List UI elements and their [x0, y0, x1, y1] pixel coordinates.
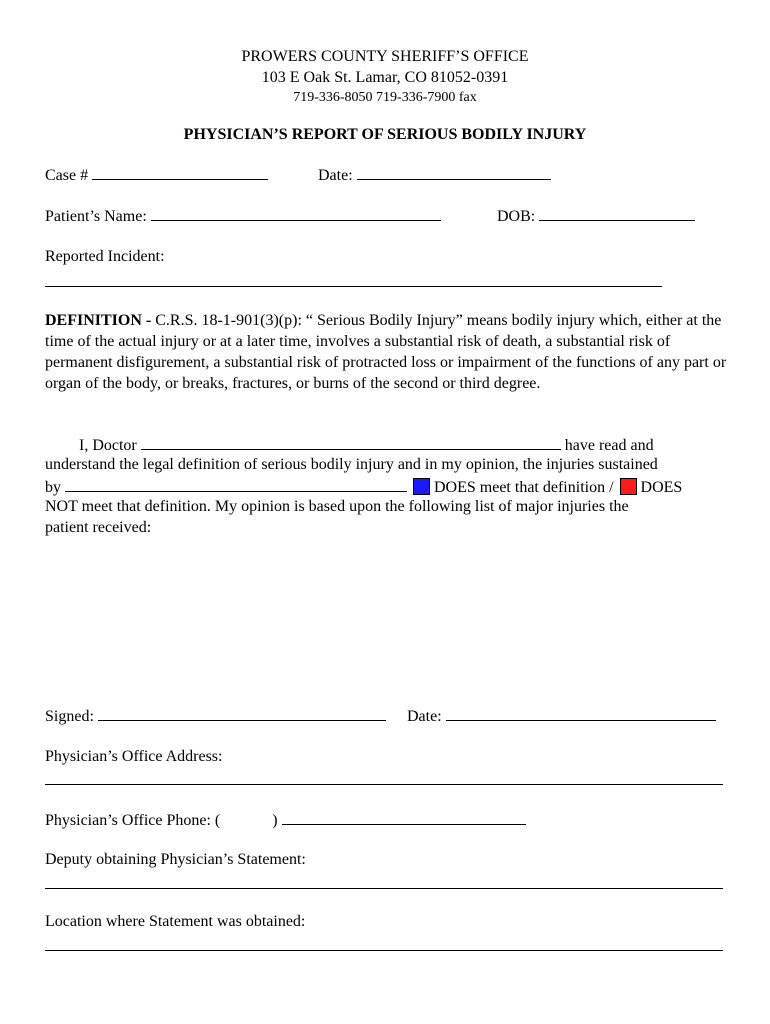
reported-incident-label: Reported Incident:	[45, 248, 165, 265]
signed-field	[45, 706, 386, 726]
patient-name-field	[45, 206, 441, 226]
reported-incident-input-line[interactable]	[45, 286, 662, 287]
office-address-label: Physician’s Office Address:	[45, 748, 223, 765]
location-label: Location where Statement was obtained:	[45, 913, 306, 930]
definition-paragraph	[45, 310, 735, 394]
deputy-label: Deputy obtaining Physician’s Statement:	[45, 851, 306, 868]
patient-name-input-line[interactable]	[151, 206, 441, 221]
does-meet-label: DOES meet that definition /	[434, 479, 614, 496]
statement-line-4: NOT meet that definition. My opinion is based upon the following list of major injuries the	[45, 498, 629, 515]
statement-line-5: patient received:	[45, 519, 152, 536]
case-input-line[interactable]	[92, 165, 268, 180]
injuries-list-area[interactable]	[45, 545, 725, 695]
meets-definition-checkbox[interactable]	[413, 478, 430, 495]
doctor-line	[79, 435, 654, 455]
definition-heading: DEFINITION -	[45, 312, 152, 329]
date-field	[318, 165, 551, 185]
date-label: Date:	[318, 167, 353, 184]
doctor-suffix: have read and	[564, 437, 654, 454]
form-title: PHYSICIAN’S REPORT OF SERIOUS BODILY INJURY	[183, 126, 587, 143]
statement-line-2: understand the legal definition of serious bodily injury and in my opinion, the injuries sustained	[45, 456, 658, 473]
doctor-prefix: I, Doctor	[79, 437, 137, 454]
office-name: PROWERS COUNTY SHERIFF’S OFFICE	[241, 48, 529, 65]
location-input-line[interactable]	[45, 950, 723, 951]
office-phone-close: )	[272, 812, 278, 829]
office-phones: 719-336-8050 719-336-7900 fax	[293, 90, 477, 105]
dob-label: DOB:	[497, 208, 536, 225]
office-address-input-line[interactable]	[45, 784, 723, 785]
signed-date-field	[407, 706, 716, 726]
date-input-line[interactable]	[357, 165, 551, 180]
signed-date-label: Date:	[407, 708, 442, 725]
office-phone-input-line[interactable]	[282, 810, 526, 825]
does-label: DOES	[640, 479, 683, 496]
case-label: Case #	[45, 167, 89, 184]
statement-line-3	[45, 477, 682, 497]
deputy-input-line[interactable]	[45, 888, 723, 889]
injured-party-input-line[interactable]	[65, 477, 407, 492]
patient-name-label: Patient’s Name:	[45, 208, 147, 225]
dob-input-line[interactable]	[539, 206, 695, 221]
not-meets-definition-checkbox[interactable]	[620, 478, 637, 495]
signed-label: Signed:	[45, 708, 94, 725]
by-label: by	[45, 479, 61, 496]
signed-date-input-line[interactable]	[446, 706, 716, 721]
office-phone-field	[45, 810, 526, 830]
signature-input-line[interactable]	[98, 706, 386, 721]
case-field	[45, 165, 268, 185]
dob-field	[497, 206, 695, 226]
office-phone-label: Physician’s Office Phone: (	[45, 812, 221, 829]
doctor-name-input-line[interactable]	[141, 435, 561, 450]
definition-text: C.R.S. 18-1-901(3)(p): “ Serious Bodily Injury” means bodily injury which, either at the time of the actual injury or at a later time, involves a substantial risk of death, a substantial risk of permanent disfigurement, a substantial risk of protracted loss or impairment of the functions of any part or organ of the body, or breaks, fractures, or burns of the second or third degree.	[45, 312, 727, 392]
office-address: 103 E Oak St. Lamar, CO 81052-0391	[261, 69, 509, 86]
